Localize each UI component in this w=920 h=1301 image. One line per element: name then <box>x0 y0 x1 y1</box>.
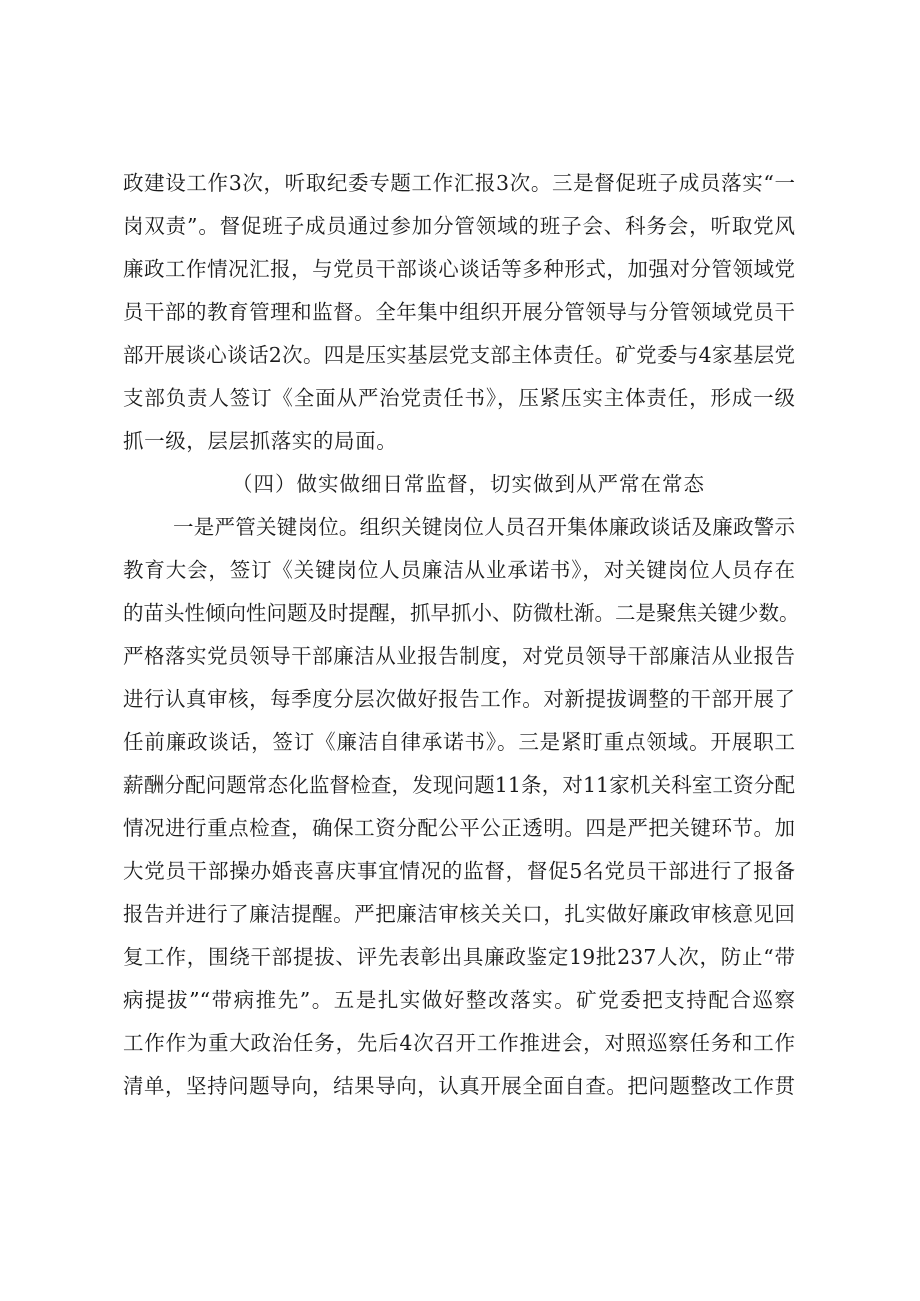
text-line: 抓一级，层层抓落实的局面。 <box>123 429 398 453</box>
text-line: 员干部的教育管理和监督。全年集中组织开展分管领导与分管领域党员干 <box>123 300 795 324</box>
text-line: 岗双责”。督促班子成员通过参加分管领域的班子会、科务会，听取党风 <box>123 214 795 238</box>
text-line: 支部负责人签订《全面从严治党责任书》，压紧压实主体责任，形成一级 <box>123 386 795 410</box>
text-line: 病提拔”“带病推先”。五是扎实做好整改落实。矿党委把支持配合巡察 <box>123 988 795 1012</box>
text-line: 大党员干部操办婚丧喜庆事宜情况的监督，督促5名党员干部进行了报备 <box>123 859 795 883</box>
text-line: 任前廉政谈话，签订《廉洁自律承诺书》。三是紧盯重点领域。开展职工 <box>123 730 795 754</box>
text-line: 复工作，围绕干部提拔、评先表彰出具廉政鉴定19批237人次，防止“带 <box>123 945 795 969</box>
text-line: 教育大会，签订《关键岗位人员廉洁从业承诺书》，对关键岗位人员存在 <box>123 558 795 582</box>
text-line: 廉政工作情况汇报，与党员干部谈心谈话等多种形式，加强对分管领域党 <box>123 257 795 281</box>
text-line: 报告并进行了廉洁提醒。严把廉洁审核关关口，扎实做好廉政审核意见回 <box>123 902 795 926</box>
text-line: 政建设工作3次，听取纪委专题工作汇报3次。三是督促班子成员落实“一 <box>123 171 795 195</box>
text-line: 一是严管关键岗位。组织关键岗位人员召开集体廉政谈话及廉政警示 <box>173 515 795 539</box>
text-line: 情况进行重点检查，确保工资分配公平公正透明。四是严把关键环节。加 <box>123 816 795 840</box>
text-line: 工作作为重大政治任务，先后4次召开工作推进会，对照巡察任务和工作 <box>123 1031 795 1055</box>
text-line: 薪酬分配问题常态化监督检查，发现问题11条，对11家机关科室工资分配 <box>123 773 795 797</box>
text-line: 的苗头性倾向性问题及时提醒，抓早抓小、防微杜渐。二是聚焦关键少数。 <box>123 601 800 625</box>
text-line: 部开展谈心谈话2次。四是压实基层党支部主体责任。矿党委与4家基层党 <box>123 343 795 367</box>
text-line: 进行认真审核，每季度分层次做好报告工作。对新提拔调整的干部开展了 <box>123 687 795 711</box>
text-line: 清单，坚持问题导向，结果导向，认真开展全面自查。把问题整改工作贯 <box>123 1074 795 1098</box>
text-line: 严格落实党员领导干部廉洁从业报告制度，对党员领导干部廉洁从业报告 <box>123 644 795 668</box>
section-heading: （四）做实做细日常监督，切实做到从严常在常态 <box>232 472 705 496</box>
